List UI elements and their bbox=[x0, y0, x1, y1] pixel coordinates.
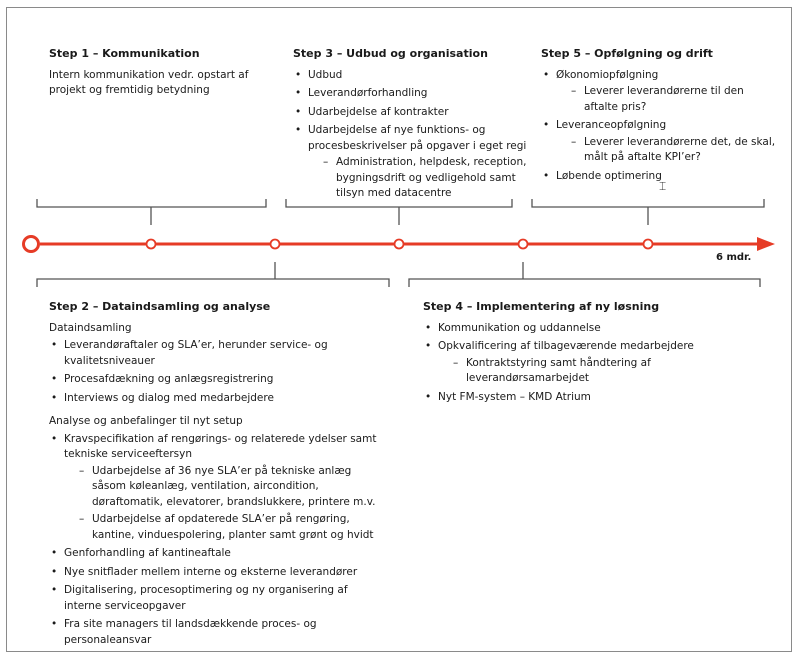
step1-title: Step 1 – Kommunikation bbox=[49, 47, 200, 60]
timeline-milestone bbox=[147, 240, 156, 249]
list-item-label: Leveranceopfølgning bbox=[556, 119, 667, 131]
list-item: • Leverandøraftaler og SLA’er, herunder service- og kvalitetsniveauer bbox=[49, 338, 379, 369]
sub-item: – Udarbejdelse af opdaterede SLA’er på rengøring, kantine, vinduespolering, planter samt grønt og hvidt bbox=[64, 512, 379, 543]
timeline-milestone bbox=[271, 240, 280, 249]
timeline-milestone bbox=[395, 240, 404, 249]
list-item bbox=[423, 339, 753, 387]
list-item: • Leverandørforhandling bbox=[293, 86, 528, 102]
step2-list-2 bbox=[49, 432, 379, 649]
step2-section-heading: Analyse og anbefalinger til nyt setup bbox=[49, 415, 243, 427]
step5-box bbox=[541, 46, 776, 187]
bracket-step4 bbox=[409, 262, 760, 287]
step5-list bbox=[541, 68, 776, 185]
step2-section-heading: Dataindsamling bbox=[49, 321, 132, 334]
timeline-milestone bbox=[644, 240, 653, 249]
sub-item: – Udarbejdelse af 36 nye SLA’er på tekniske anlæg såsom køleanlæg, ventilation, aircondition, døraftomatik, elevatorer, brandslukkere, printere m.v. bbox=[64, 464, 379, 511]
sub-item: – Leverer leverandørerne det, de skal, målt på aftalte KPI’er? bbox=[556, 135, 776, 166]
step2-box bbox=[49, 299, 379, 651]
list-item: • Udarbejdelse af kontrakter bbox=[293, 105, 528, 121]
list-item-label: Opkvalificering af tilbageværende medarbejdere bbox=[438, 340, 694, 352]
list-item-label: Kravspecifikation af rengørings- og relaterede ydelser samt tekniske serviceeftersyn bbox=[64, 432, 377, 460]
step2-list-1 bbox=[49, 338, 379, 406]
list-item bbox=[293, 123, 528, 202]
bracket-step1 bbox=[37, 199, 266, 225]
timeline-milestone bbox=[519, 240, 528, 249]
list-item-label: Økonomiopfølgning bbox=[556, 68, 659, 81]
sub-item: – Kontraktstyring samt håndtering af leverandørsamarbejdet bbox=[438, 356, 753, 387]
step3-list bbox=[293, 68, 528, 202]
list-item: • Nyt FM-system – KMD Atrium bbox=[423, 390, 753, 406]
step4-list bbox=[423, 321, 753, 406]
list-item: • Genforhandling af kantineaftale bbox=[49, 546, 379, 562]
timeline-start bbox=[24, 237, 39, 252]
step3-box bbox=[293, 46, 528, 205]
step5-title: Step 5 – Opfølgning og drift bbox=[541, 47, 713, 60]
list-item: • Kommunikation og uddannelse bbox=[423, 321, 753, 337]
list-item: • Procesafdækning og anlægsregistrering bbox=[49, 372, 379, 388]
list-item: • Løbende optimering bbox=[541, 169, 776, 185]
step4-title: Step 4 – Implementering af ny løsning bbox=[423, 300, 660, 313]
list-item: • Fra site managers til landsdækkende proces- og personaleansvar bbox=[49, 617, 379, 648]
sub-item: – Leverer leverandørerne til den aftalte pris? bbox=[556, 84, 776, 115]
step2-title: Step 2 – Dataindsamling og analyse bbox=[49, 300, 271, 313]
list-item bbox=[49, 432, 379, 544]
list-item: • Digitalisering, procesoptimering og ny organisering af interne serviceopgaver bbox=[49, 583, 379, 614]
timeline-axis bbox=[24, 237, 776, 252]
list-item: • Nye snitflader mellem interne og eksterne leverandører bbox=[49, 565, 379, 581]
step4-box bbox=[423, 299, 753, 408]
timeline-end-label: 6 mdr. bbox=[716, 252, 752, 263]
text-cursor-icon: ⌶ bbox=[659, 179, 667, 193]
step1-text: Intern kommunikation vedr. opstart af projekt og fremtidig betydning bbox=[49, 68, 249, 96]
list-item-label: Udarbejdelse af nye funktions- og procesbeskrivelser på opgaver i eget regi bbox=[308, 124, 527, 152]
list-item: • Interviews og dialog med medarbejdere bbox=[49, 391, 379, 407]
step1-box bbox=[49, 46, 269, 99]
list-item: • Udbud bbox=[293, 68, 528, 84]
bracket-step2 bbox=[37, 262, 389, 287]
sub-item: – Administration, helpdesk, reception, bygningsdrift og vedligehold samt tilsyn med datacentre bbox=[308, 155, 528, 202]
list-item bbox=[541, 68, 776, 116]
step3-title: Step 3 – Udbud og organisation bbox=[293, 47, 488, 60]
bracket-step5 bbox=[532, 199, 764, 225]
list-item bbox=[541, 118, 776, 166]
